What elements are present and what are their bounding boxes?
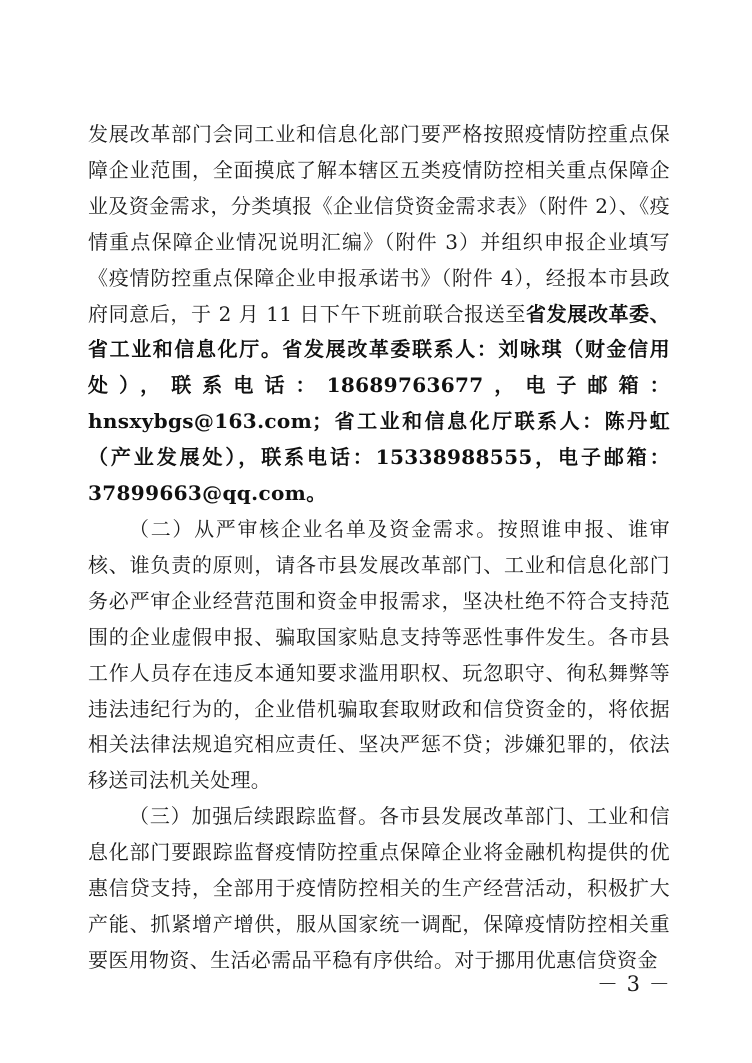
document-body [88,117,670,979]
paragraph-reporting-contacts [88,117,670,512]
paragraph-follow-up-supervision [88,799,670,979]
contact-info-bold-text: 省发展改革委、省工业和信息化厅。省发展改革委联系人：刘咏琪（财金信用处），联系电话：18689763677，电子邮箱：hnsxybgs@163.com；省工业和信息化厅联系人：陈丹虹（产业发展处），联系电话：15338988555，电子邮箱：37899663@qq.com。 [88,301,671,506]
paragraph-2-text: （二）从严审核企业名单及资金需求。按照谁申报、谁审核、谁负责的原则，请各市县发展改革部门、工业和信息化部门务必严审企业经营范围和资金申报需求，坚决杜绝不符合支持范围的企业虚假申报、骗取国家贴息支持等恶性事件发生。各市县工作人员存在违反本通知要求滥用职权、玩忽职守、徇私舞弊等违法违纪行为的，企业借机骗取套取财政和信贷资金的，将依据相关法律法规追究相应责任、坚决严惩不贷；涉嫌犯罪的，依法移送司法机关处理。 [88,516,670,793]
paragraph-strict-review [88,512,670,799]
page-number: － 3 － [597,972,671,996]
paragraph-1-text: 发展改革部门会同工业和信息化部门要严格按照疫情防控重点保障企业范围，全面摸底了解本辖区五类疫情防控相关重点保障企业及资金需求，分类填报《企业信贷资金需求表》（附件 2）、《疫情重点保障企业情况说明汇编》（附件 3）并组织申报企业填写《疫情防控重点保障企业申报承诺书》（附件 4），经报本市县政府同意后，于 2 月 11 日下午下班前联合报送至 [88,122,670,326]
paragraph-3-text: （三）加强后续跟踪监督。各市县发展改革部门、工业和信息化部门要跟踪监督疫情防控重点保障企业将金融机构提供的优惠信贷支持，全部用于疫情防控相关的生产经营活动，积极扩大产能、抓紧增产增供，服从国家统一调配，保障疫情防控相关重要医用物资、生活必需品平稳有序供给。对于挪用优惠信贷资金 [88,804,670,972]
